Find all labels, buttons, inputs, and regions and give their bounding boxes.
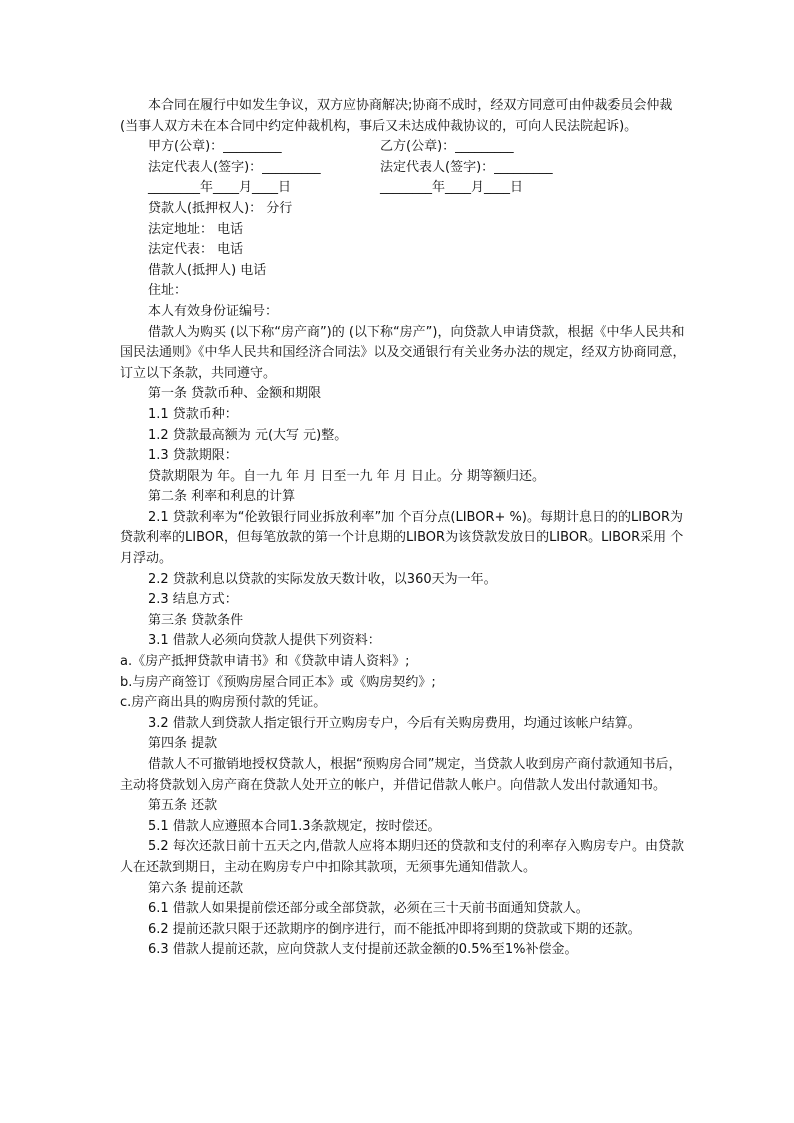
article-5-heading: 第五条 还款	[148, 798, 218, 814]
clause-6-2: 6.2 提前还款只限于还款期序的倒序进行，而不能抵冲即将到期的贷款或下期的还款。	[148, 921, 641, 937]
id-number-line: 本人有效身份证编号：	[148, 303, 279, 319]
article-6-heading: 第六条 提前还款	[148, 880, 244, 896]
clause-3-1-a: a.《房产抵押贷款申请书》和《贷款申请人资料》;	[120, 654, 410, 670]
dispute-clause: 本合同在履行中如发生争议，双方应协商解决;协商不成时，经双方同意可由仲裁委员会仲裁(当事人双方未在本合同中约定仲裁机构，事后又未达成仲裁协议的，可向人民法院起诉)。	[120, 98, 673, 134]
article-2-heading: 第二条 利率和利息的计算	[148, 489, 296, 505]
representative-line: 法定代表： 电话	[148, 242, 244, 258]
address-line: 法定地址： 电话	[148, 221, 244, 237]
article-1-heading: 第一条 贷款币种、金额和期限	[148, 386, 322, 402]
clause-5-2: 5.2 每次还款日前十五天之内,借款人应将本期归还的贷款和支付的利率存入购房专户。由贷款人在还款到期日，主动在购房专户中扣除其款项，无须事先通知借款人。	[120, 839, 684, 875]
lender-line: 贷款人(抵押权人)： 分行	[148, 200, 293, 216]
clause-3-1-b: b.与房产商签订《预购房屋合同正本》或《购房契约》;	[120, 674, 436, 690]
clause-2-1: 2.1 贷款利率为“伦敦银行同业拆放利率”加 个百分点(LIBOR+ %)。每期计息日的的LIBOR为 贷款利率的LIBOR，但每笔放款的第一个计息期的LIBOR为该贷款发放日的LIBOR。LIBOR采用 个月浮动。	[120, 509, 688, 567]
clause-3-1-c: c.房产商出具的购房预付款的凭证。	[120, 695, 327, 711]
clause-1-3: 1.3 贷款期限：	[148, 448, 238, 464]
contract-page	[120, 96, 690, 961]
party-a-date: ________年____月____日	[148, 180, 292, 196]
withdrawal-paragraph: 借款人不可撤销地授权贷款人，根据“预购房合同”规定，当贷款人收到房产商付款通知书后，主动将贷款划入房产商在贷款人处开立的帐户，并借记借款人帐户。向借款人发出付款通知书。	[120, 757, 682, 793]
party-b-representative: 法定代表人(签字)：_________	[380, 159, 553, 175]
party-a-seal: 甲方(公章)：_________	[148, 139, 282, 155]
party-a-representative: 法定代表人(签字)：_________	[148, 159, 321, 175]
preamble-paragraph: 借款人为购买 (以下称“房产商”)的 (以下称“房产”)，向贷款人申请贷款，根据《中华人民共和国民法通则》《中华人民共和国经济合同法》以及交通银行有关业务办法的规定，经双方协商同意，订立以下条款，共同遵守。	[120, 324, 686, 381]
residence-line: 住址：	[148, 283, 188, 299]
article-4-heading: 第四条 提款	[148, 736, 218, 752]
signature-row-rep	[120, 158, 690, 179]
clause-6-3: 6.3 借款人提前还款，应向贷款人支付提前还款金额的0.5%至1%补偿金。	[148, 942, 578, 958]
signature-row-date	[120, 178, 690, 199]
clause-6-1: 6.1 借款人如果提前偿还部分或全部贷款，必须在三十天前书面通知贷款人。	[148, 901, 589, 917]
loan-term-paragraph: 贷款期限为 年。自一九 年 月 日至一九 年 月 日止。分 期等额归还。	[148, 468, 546, 484]
clause-2-2: 2.2 贷款利息以贷款的实际发放天数计收，以360天为一年。	[148, 571, 497, 587]
party-b-seal: 乙方(公章)：_________	[380, 139, 514, 155]
clause-3-2: 3.2 借款人到贷款人指定银行开立购房专户，今后有关购房费用，均通过该帐户结算。	[148, 715, 641, 731]
party-b-date: ________年____月____日	[380, 180, 524, 196]
borrower-line: 借款人(抵押人) 电话	[148, 262, 267, 278]
clause-1-2: 1.2 贷款最高额为 元(大写 元)整。	[148, 427, 348, 443]
article-3-heading: 第三条 贷款条件	[148, 612, 244, 628]
clause-5-1: 5.1 借款人应遵照本合同1.3条款规定，按时偿还。	[148, 818, 441, 834]
clause-2-3: 2.3 结息方式：	[148, 592, 238, 608]
clause-3-1: 3.1 借款人必须向贷款人提供下列资料：	[148, 633, 381, 649]
signature-row-seal	[120, 137, 690, 158]
clause-1-1: 1.1 贷款币种：	[148, 406, 238, 422]
